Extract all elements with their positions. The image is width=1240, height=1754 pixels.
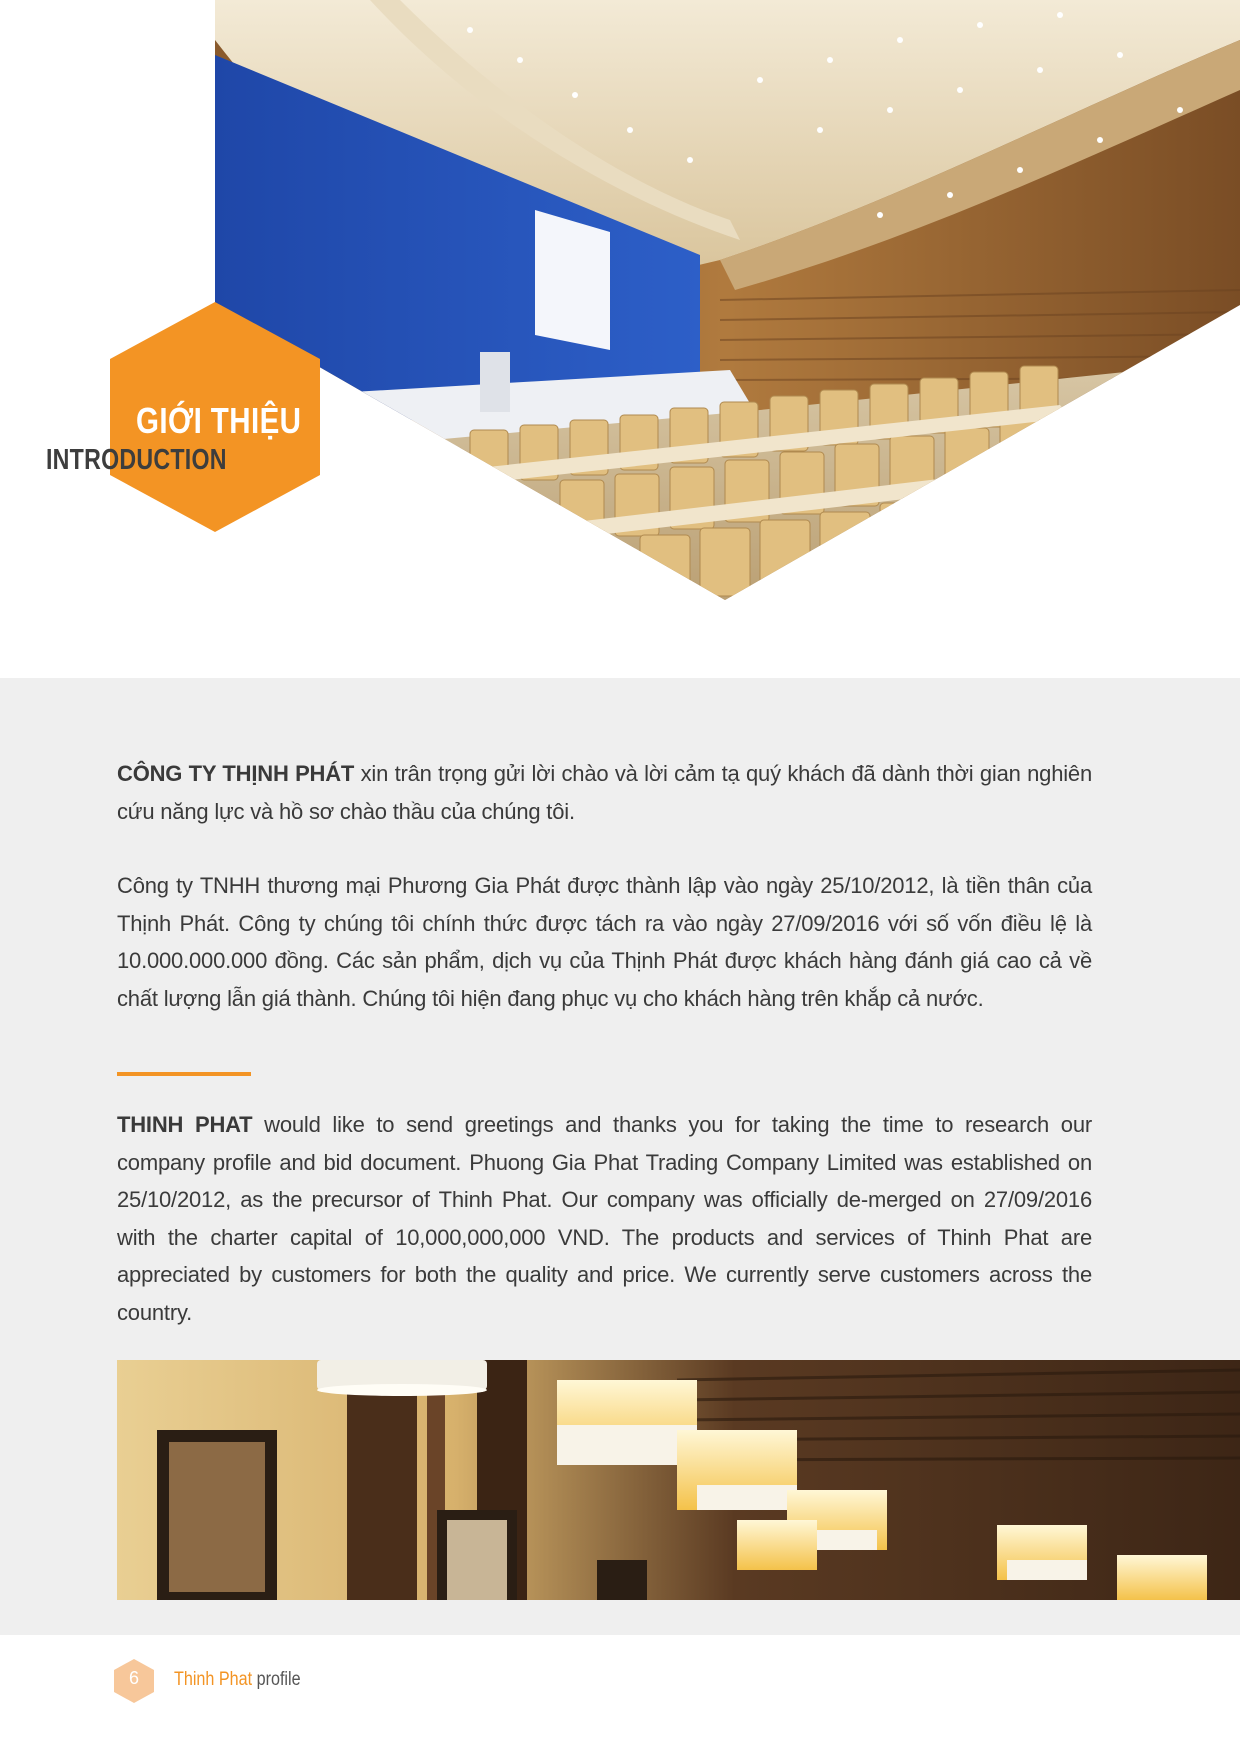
footer-label: [174, 1669, 301, 1691]
footer-suffix: profile: [252, 1669, 301, 1690]
orange-divider: [117, 1072, 251, 1076]
intro-text-vn-1: xin trân trọng gửi lời chào và lời cảm tạ quý khách đã dành thời gian nghiên cứu năng lực và hồ sơ chào thầu của chúng tôi.: [117, 761, 1092, 824]
page-number: 6: [128, 1668, 139, 1688]
intro-text-vn-2: Công ty TNHH thương mại Phương Gia Phát được thành lập vào ngày 25/10/2012, là tiền thân của Thịnh Phát. Công ty chúng tôi chính thức được tách ra vào ngày 27/09/2016 với số vốn điều lệ là 10.000.000.000 đồng. Các sản phẩm, dịch vụ của Thịnh Phát được khách hàng đánh giá cao cả về chất lượng lẫn giá thành. Chúng tôi hiện đang phục vụ cho khách hàng trên khắp cả nước.: [117, 873, 1092, 1011]
footer-brand: Thinh Phat: [174, 1669, 253, 1690]
intro-paragraph-vn-2: [117, 867, 1092, 1017]
company-name-en: THINH PHAT: [117, 1112, 253, 1137]
section-title-en: INTRODUCTION: [46, 444, 227, 476]
company-name-vn: CÔNG TY THỊNH PHÁT: [117, 761, 355, 786]
intro-paragraph-vn-1: [117, 755, 1092, 830]
intro-text-en: would like to send greetings and thanks you for taking the time to research our company profile and bid document. Phuong Gia Phat Trading Company Limited was established on 25/10/2012, as the precursor of Thinh Phat. Our company was officially de-merged on 27/09/2016 with the charter capital of 10,000,000,000 VND. The products and services of Thinh Phat are appreciated by customers for both the quality and price. We currently serve customers across the country.: [117, 1112, 1092, 1325]
intro-paragraph-en: [117, 1106, 1092, 1331]
section-title-vn: GIỚI THIỆU: [136, 400, 302, 441]
restaurant-interior-photo: [117, 1360, 1240, 1600]
